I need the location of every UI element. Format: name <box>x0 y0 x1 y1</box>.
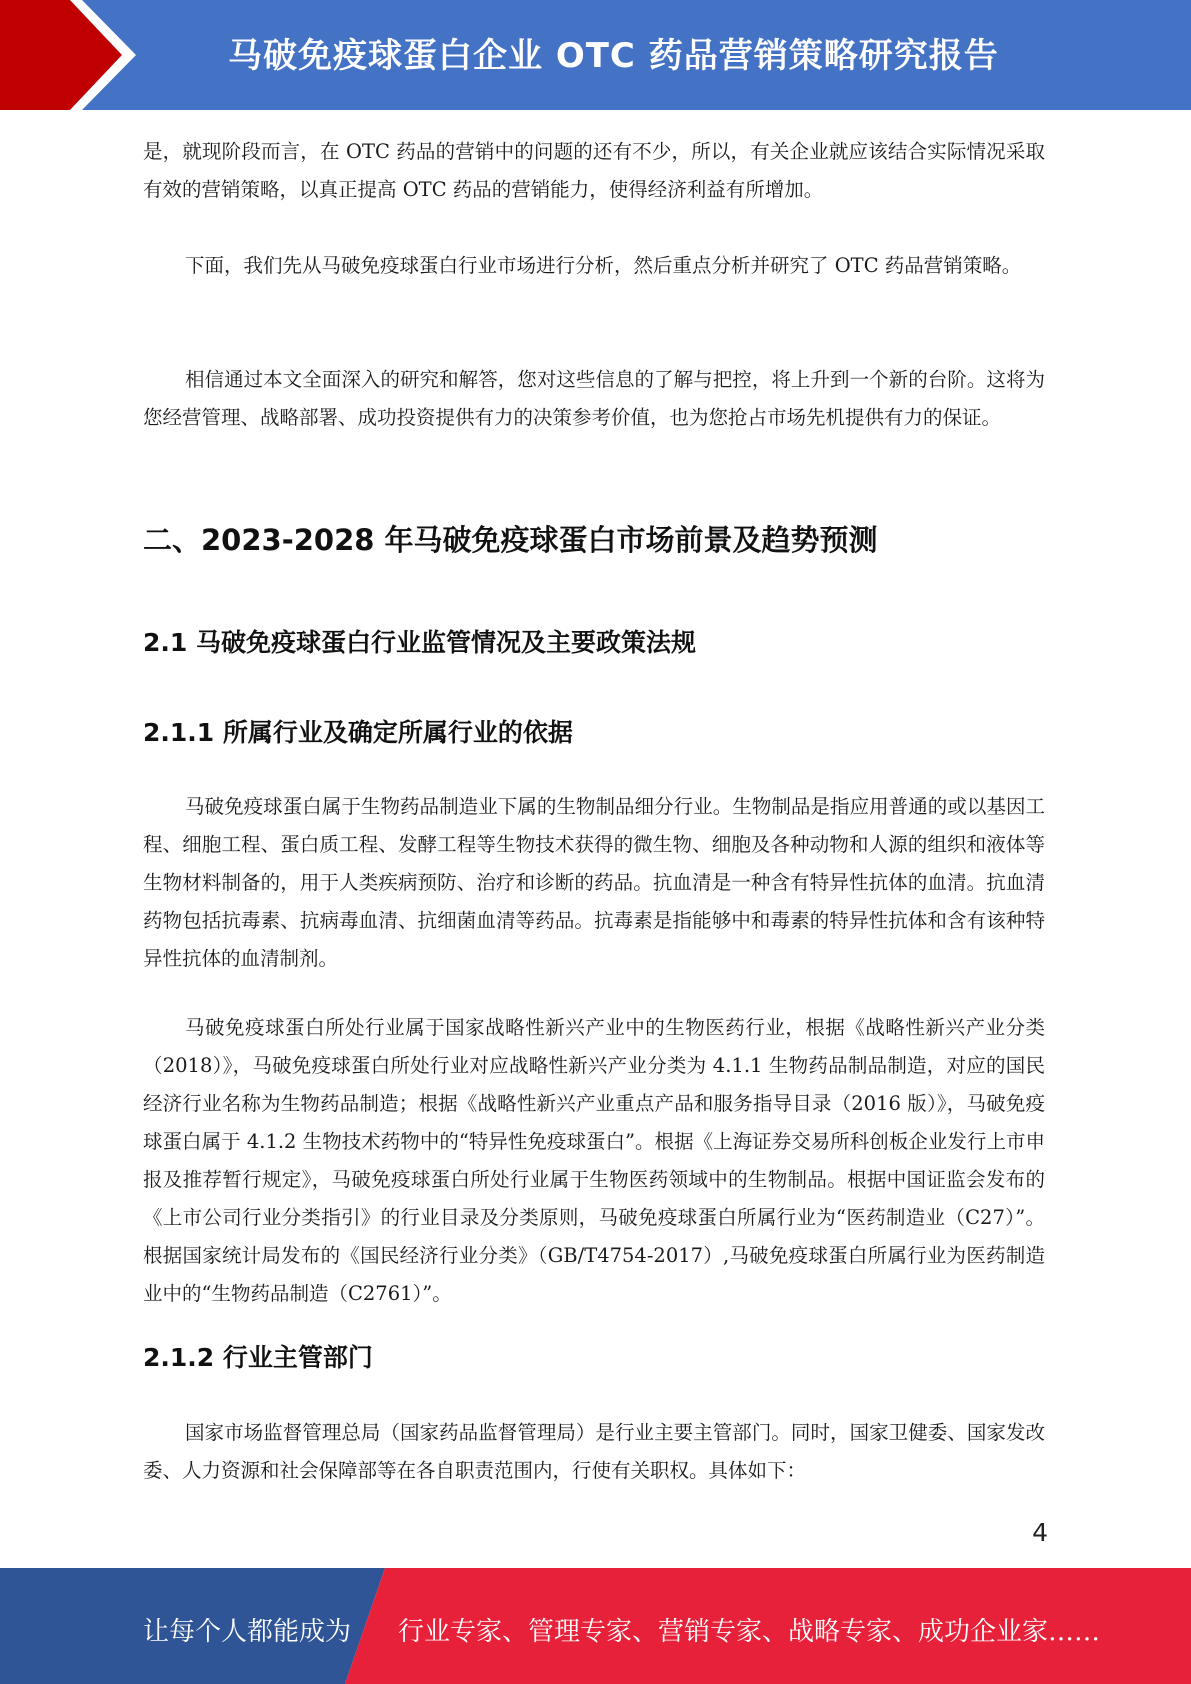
section-heading-2: 二、2023-2028 年马破免疫球蛋白市场前景及趋势预测 <box>143 523 878 557</box>
paragraph-2-1-2: 国家市场监督管理总局（国家药品监督管理局）是行业主要主管部门。同时，国家卫健委、国家发改委、人力资源和社会保障部等在各自职责范围内，行使有关职权。具体如下： <box>143 1421 1045 1482</box>
footer-slogan-right: 行业专家、管理专家、营销专家、战略专家、成功企业家…… <box>398 1617 1101 1647</box>
intro-paragraph-1: 是，就现阶段而言，在 OTC 药品的营销中的问题的还有不少，所以，有关企业就应该结合实际情况采取有效的营销策略，以真正提高 OTC 药品的营销能力，使得经济利益有所增加。 <box>143 140 1045 201</box>
subsection-heading-2-1: 2.1 马破免疫球蛋白行业监管情况及主要政策法规 <box>143 628 696 657</box>
subsection-heading-2-1-1: 2.1.1 所属行业及确定所属行业的依据 <box>143 718 573 747</box>
paragraph-2-1-1-b: 马破免疫球蛋白所处行业属于国家战略性新兴产业中的生物医药行业，根据《战略性新兴产业分类（2018）》，马破免疫球蛋白所处行业对应战略性新兴产业分类为 4.1.1 生物药品制品制造，对应的国民经济行业名称为生物药品制造；根据《战略性新兴产业重点产品和服务指导目录（2016 版）》，马破免疫球蛋白属于 4.1.2 生物技术药物中的“特异性免疫球蛋白”。根据《上海证券交易所科创板企业发行上市申报及推荐暂行规定》，马破免疫球蛋白所处行业属于生物医药领域中的生物制品。根据中国证监会发布的《上市公司行业分类指引》的行业目录及分类原则，马破免疫球蛋白所属行业为“医药制造业（C27）”。根据国家统计局发布的《国民经济行业分类》（GB/T4754-2017）,马破免疫球蛋白所属行业为医药制造业中的“生物药品制造（C2761）”。 <box>143 1016 1045 1305</box>
intro-paragraph-2: 下面，我们先从马破免疫球蛋白行业市场进行分析，然后重点分析并研究了 OTC 药品营销策略。 <box>185 254 1022 277</box>
subsection-heading-2-1-2: 2.1.2 行业主管部门 <box>143 1343 373 1372</box>
footer-banner <box>0 1568 1191 1684</box>
intro-paragraph-3: 相信通过本文全面深入的研究和解答，您对这些信息的了解与把控，将上升到一个新的台阶。这将为您经营管理、战略部署、成功投资提供有力的决策参考价值，也为您抢占市场先机提供有力的保证。 <box>143 368 1045 429</box>
page-number: 4 <box>1032 1518 1048 1547</box>
footer-slogan-left: 让每个人都能成为 <box>143 1617 352 1647</box>
header-chevron-graphic <box>0 0 150 110</box>
paragraph-2-1-1-a: 马破免疫球蛋白属于生物药品制造业下属的生物制品细分行业。生物制品是指应用普通的或以基因工程、细胞工程、蛋白质工程、发酵工程等生物技术获得的微生物、细胞及各种动物和人源的组织和液体等生物材料制备的，用于人类疾病预防、治疗和诊断的药品。抗血清是一种含有特异性抗体的血清。抗血清药物包括抗毒素、抗病毒血清、抗细菌血清等药品。抗毒素是指能够中和毒素的特异性抗体和含有该种特异性抗体的血清制剂。 <box>143 795 1045 970</box>
header-banner <box>0 0 1191 110</box>
header-title: 马破免疫球蛋白企业 OTC 药品营销策略研究报告 <box>228 36 999 76</box>
